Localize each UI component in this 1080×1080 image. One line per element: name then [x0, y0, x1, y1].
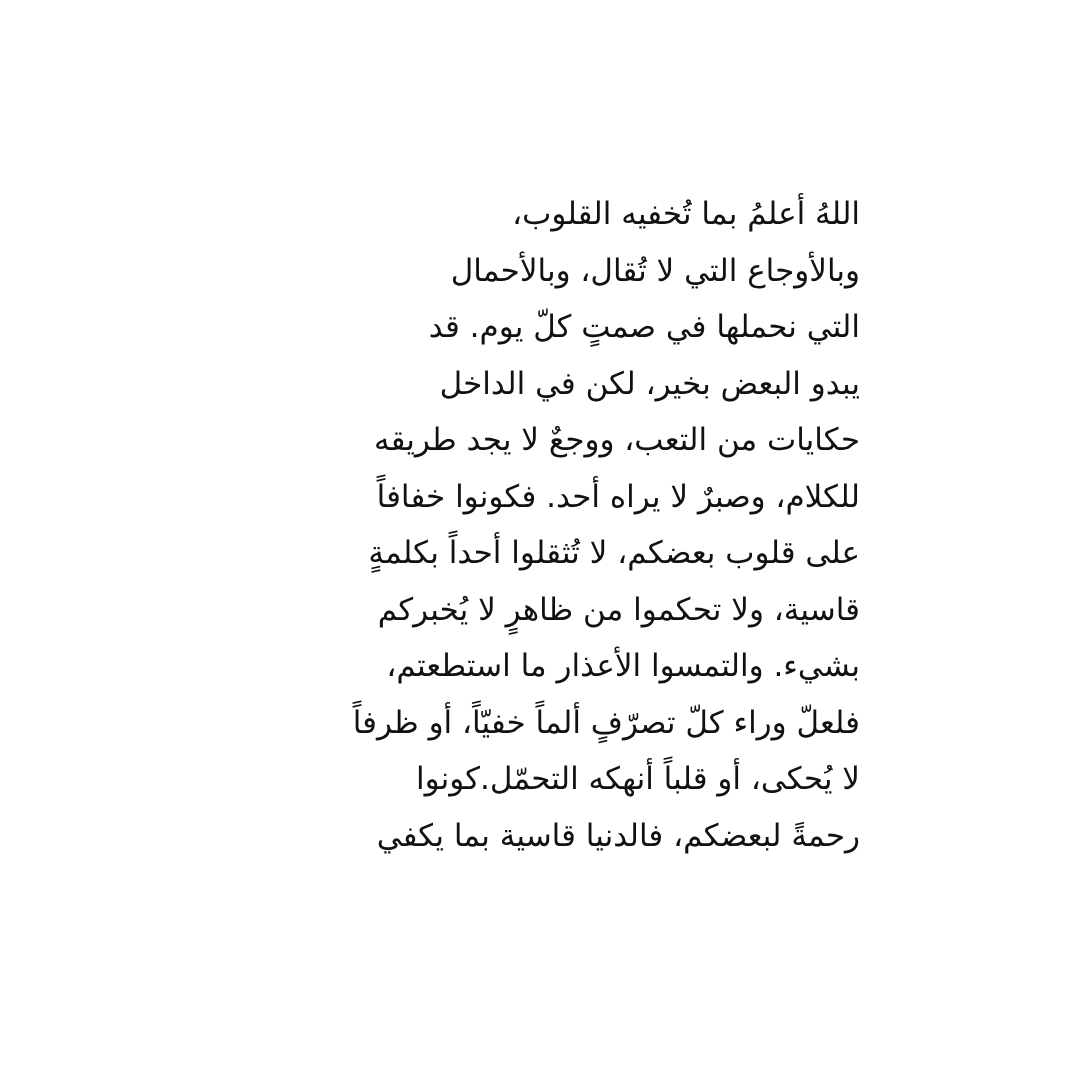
quote-line: على قلوب بعضكم، لا تُثقلوا أحداً بكلمةٍ — [368, 535, 860, 571]
quote-line: رحمةً لبعضكم، فالدنيا قاسية بما يكفي — [376, 817, 860, 854]
quote-line: لا يُحكى، أو قلباً أنهكه التحمّل.كونوا — [416, 761, 860, 797]
quote-text — [300, 186, 860, 864]
quote-line: التي نحملها في صمتٍ كلّ يوم. قد — [428, 309, 860, 345]
quote-line: فلعلّ وراء كلّ تصرّفٍ ألماً خفيّاً، أو ظرفاً — [352, 704, 860, 741]
quote-line: يبدو البعض بخير، لكن في الداخل — [439, 365, 860, 402]
quote-line: بشيء. والتمسوا الأعذار ما استطعتم، — [386, 648, 860, 684]
quote-line: اللهُ أعلمُ بما تُخفيه القلوب، — [512, 196, 860, 232]
quote-line: حكايات من التعب، ووجعٌ لا يجد طريقه — [373, 422, 860, 458]
quote-line: وبالأوجاع التي لا تُقال، وبالأحمال — [450, 252, 860, 289]
quote-line: قاسية، ولا تحكموا من ظاهرٍ لا يُخبركم — [377, 591, 860, 628]
quote-line: للكلام، وصبرٌ لا يراه أحد. فكونوا خفافاً — [376, 478, 860, 515]
